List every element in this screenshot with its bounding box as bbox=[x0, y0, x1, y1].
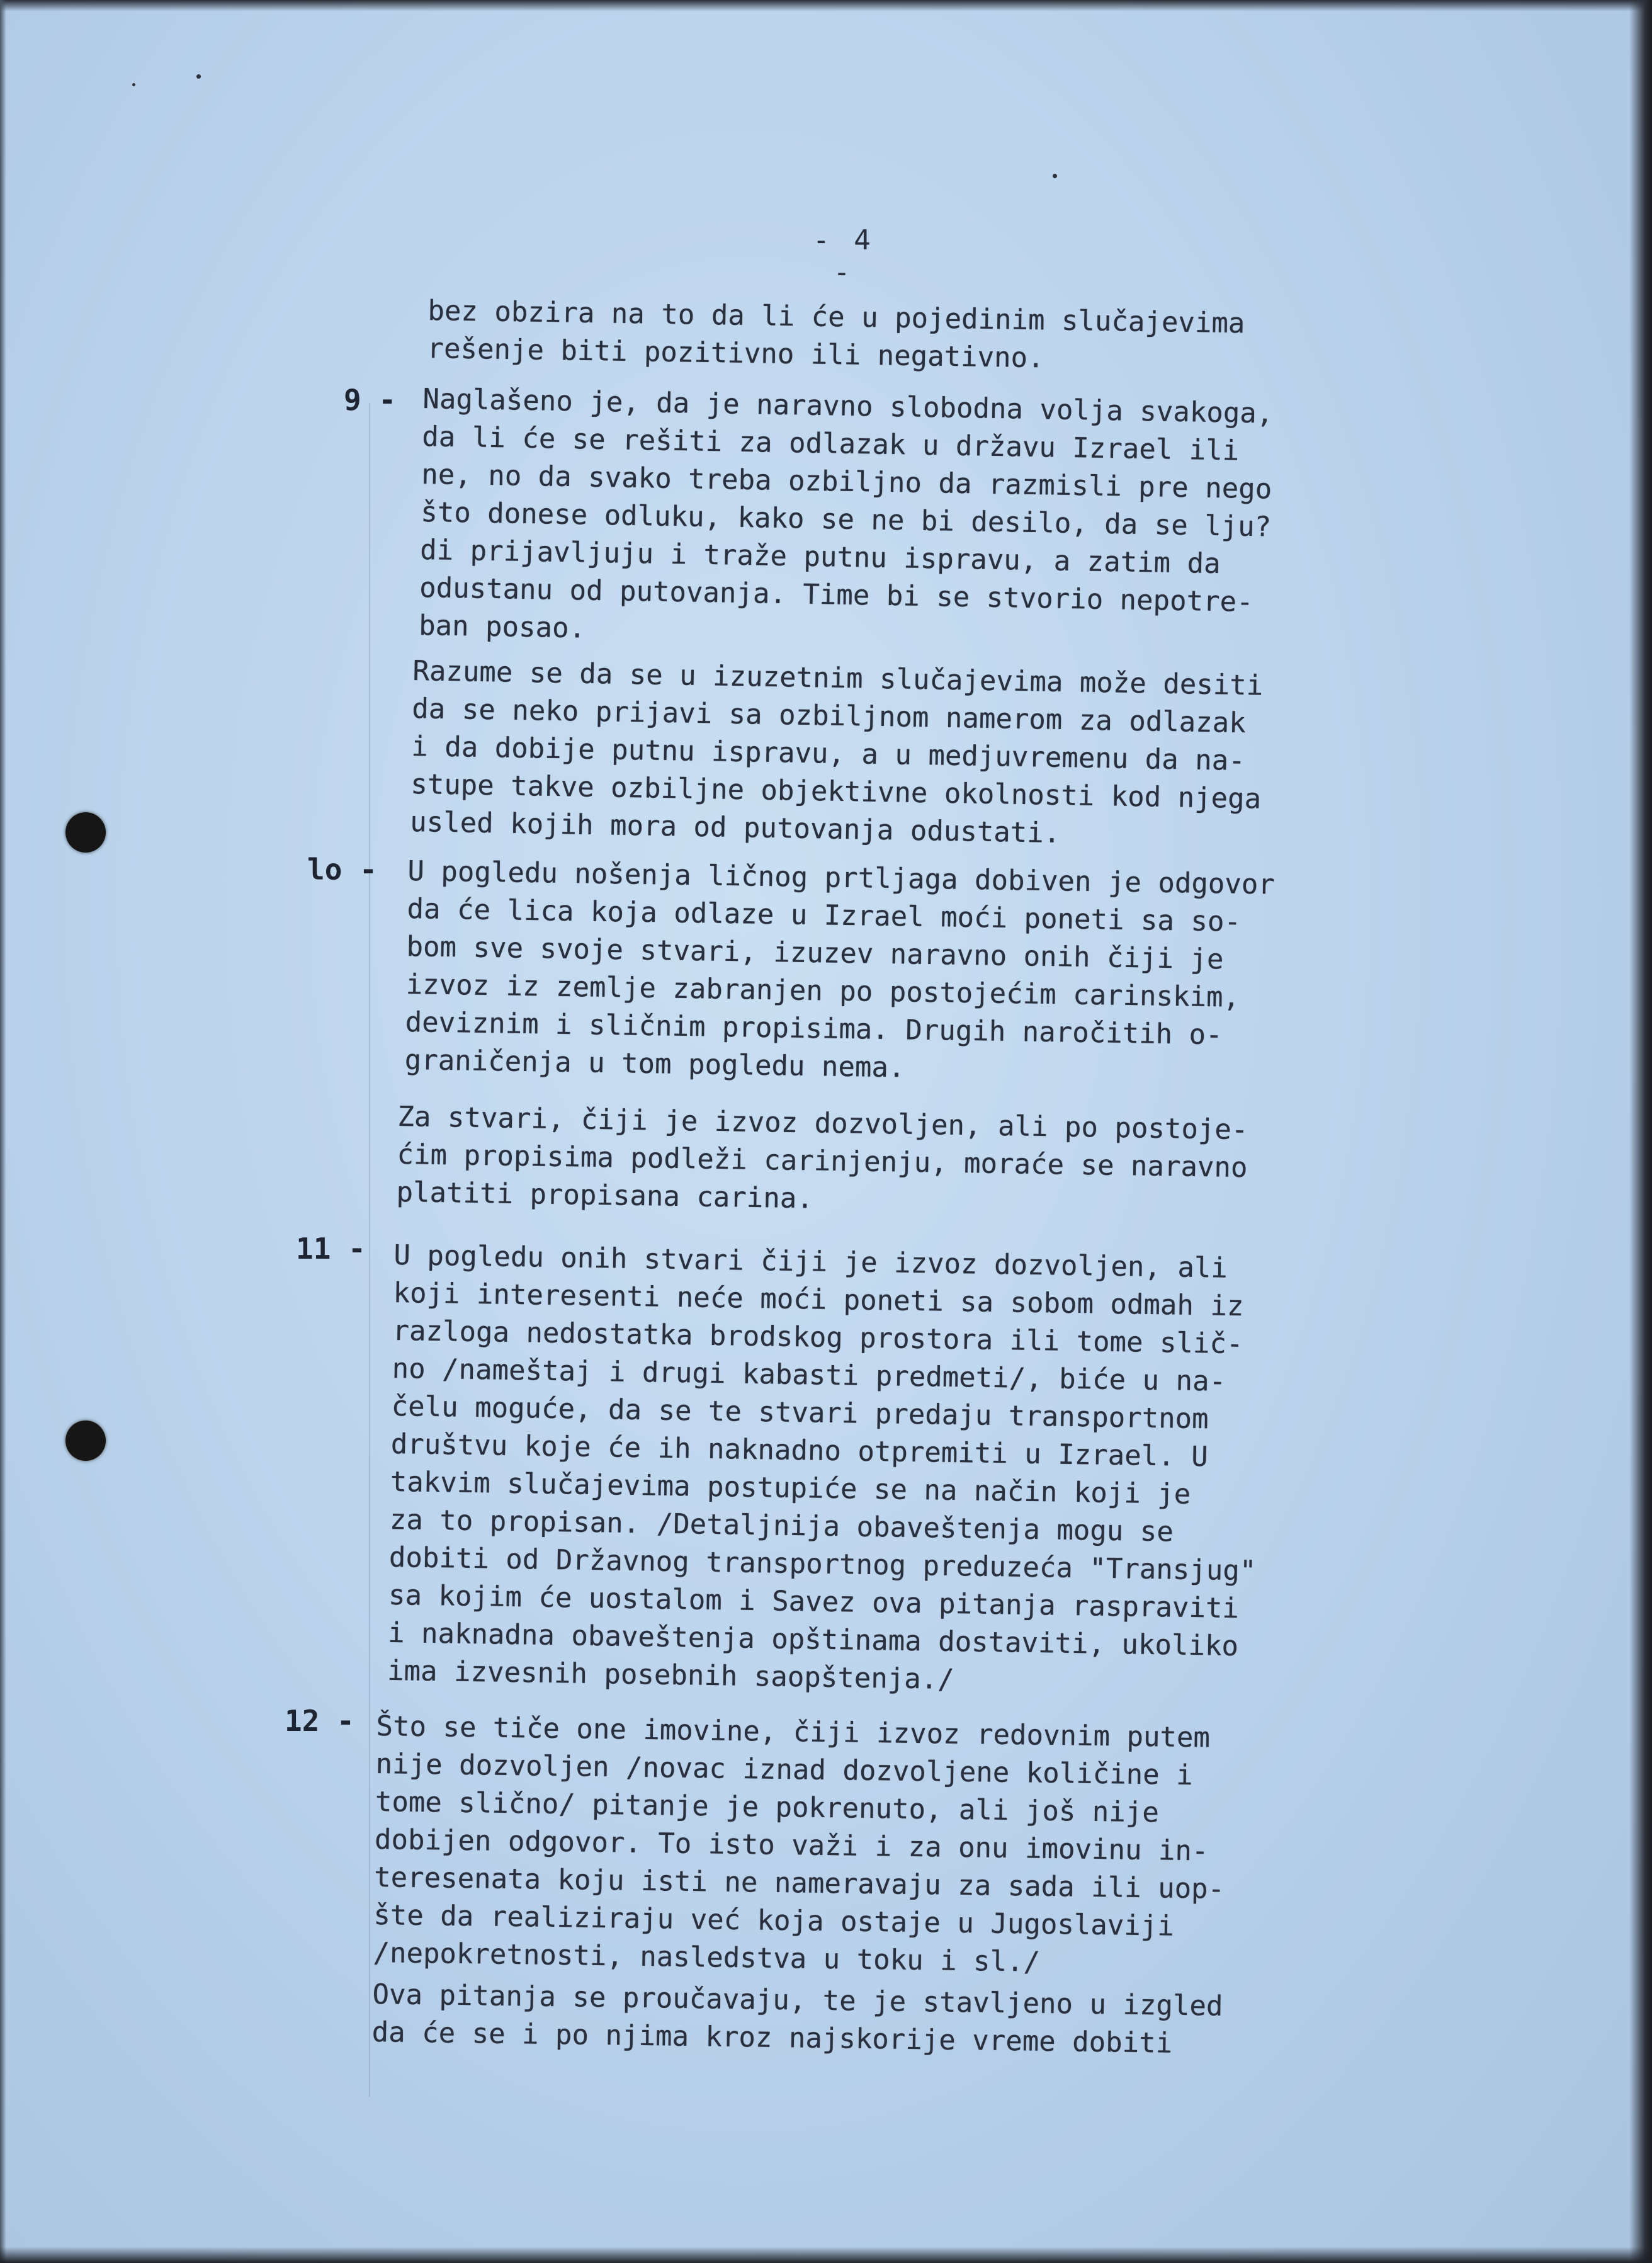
punch-hole bbox=[65, 1421, 106, 1461]
text-line: Naglašeno je, da je naravno slobodna volja svakoga, bbox=[422, 382, 1274, 430]
text-line: da se neko prijavi sa ozbiljnom namerom za odlazak bbox=[411, 692, 1247, 740]
paragraph bbox=[373, 1708, 1227, 1984]
text-line: /nepokretnosti, nasledstva u toku i sl./ bbox=[373, 1936, 1041, 1978]
text-line: ban posao. bbox=[418, 609, 586, 645]
text-line: di prijavljuju i traže putnu ispravu, a zatim da bbox=[419, 533, 1221, 581]
text-line: društvu koje će ih naknadno otpremiti u Izrael. U bbox=[390, 1427, 1209, 1473]
faint-margin-rule bbox=[369, 403, 370, 2097]
text-line: izvoz iz zemlje zabranjen po postojećim carinskim, bbox=[405, 968, 1240, 1014]
text-line: odustanu od putovanja. Time bi se stvorio nepotre- bbox=[419, 571, 1254, 619]
scan-edge-top bbox=[0, 0, 1652, 11]
section-10 bbox=[404, 853, 1275, 1093]
text-line: Za stvari, čiji je izvoz dozvoljen, ali po postoje- bbox=[397, 1100, 1248, 1147]
paragraph bbox=[371, 1976, 1223, 2063]
text-line: graničenja u tom pogledu nema. bbox=[404, 1043, 905, 1084]
text-line: šte da realiziraju već koja ostaje u Jugoslaviji bbox=[373, 1898, 1175, 1943]
text-line: Ova pitanja se proučavaju, te je stavljeno u izgled bbox=[372, 1978, 1223, 2022]
text-line: usled kojih mora od putovanja odustati. bbox=[409, 805, 1061, 849]
text-line: tome slično/ pitanje je pokrenuto, ali još nije bbox=[375, 1785, 1160, 1829]
ink-speck bbox=[132, 83, 135, 86]
punch-hole bbox=[65, 812, 106, 853]
text-line: no /nameštaj i drugi kabasti predmeti/, biće u na- bbox=[392, 1352, 1226, 1398]
text-line: stupe takve ozbiljne objektivne okolnosti kod njega bbox=[410, 768, 1262, 815]
paragraph bbox=[419, 380, 1274, 660]
paragraph bbox=[387, 1237, 1262, 1704]
item-number-9: 9 - bbox=[344, 383, 397, 417]
text-line: nije dozvoljen /novac iznad dozvoljene količine i bbox=[375, 1747, 1194, 1792]
text-line: Razume se da se u izuzetnim slučajevima može desiti bbox=[412, 654, 1264, 702]
text-line: teresenata koju isti ne nameravaju za sada ili uop- bbox=[373, 1861, 1225, 1905]
scan-edge-bottom bbox=[0, 2247, 1652, 2263]
text-line: što donese odluku, kako se ne bi desilo, da se lju? bbox=[420, 496, 1272, 543]
section-12-paragraph-2 bbox=[371, 1976, 1223, 2063]
text-line: razloga nedostatka brodskog prostora ili tome slič- bbox=[392, 1314, 1243, 1361]
text-line: takvim slučajevima postupiće se na način koji je bbox=[390, 1465, 1191, 1511]
item-number-12: 12 - bbox=[285, 1704, 354, 1738]
section-continuation bbox=[427, 292, 1245, 380]
text-line: ćim propisima podleži carinjenju, moraće se naravno bbox=[397, 1138, 1248, 1184]
ink-speck bbox=[1053, 174, 1057, 178]
section-10-paragraph-2 bbox=[396, 1098, 1248, 1225]
text-line: platiti propisana carina. bbox=[396, 1176, 814, 1215]
text-line: bom sve svoje stvari, izuzev naravno onih čiji je bbox=[406, 930, 1224, 976]
scan-edge-right bbox=[1629, 0, 1652, 2263]
text-line: U pogledu onih stvari čiji je izvoz dozvoljen, ali bbox=[393, 1239, 1228, 1285]
paragraph bbox=[427, 292, 1245, 380]
text-line: ima izvesnih posebnih saopštenja./ bbox=[387, 1654, 955, 1696]
text-line: da li će se rešiti za odlazak u državu Izrael ili bbox=[421, 420, 1240, 467]
text-line: bez obzira na to da li će u pojedinim slučajevima bbox=[427, 294, 1245, 340]
ink-speck bbox=[196, 74, 201, 79]
section-9 bbox=[419, 380, 1274, 660]
paragraph bbox=[396, 1098, 1248, 1225]
text-line: koji interesenti neće moći poneti sa sobom odmah iz bbox=[393, 1276, 1244, 1323]
text-line: Što se tiče one imovine, čiji izvoz redovnim putem bbox=[376, 1710, 1211, 1754]
text-line: sa kojim će uostalom i Savez ova pitanja raspraviti bbox=[388, 1579, 1240, 1625]
text-line: ne, no da svako treba ozbiljno da razmisli pre nego bbox=[421, 458, 1272, 506]
text-line: dobiti od Državnog transportnog preduzeća "Transjug" bbox=[388, 1541, 1257, 1587]
item-number-11: 11 - bbox=[296, 1232, 366, 1266]
item-number-10: lo - bbox=[307, 853, 377, 887]
text-line: da će lica koja odlaze u Izrael moći poneti sa so- bbox=[407, 892, 1242, 938]
text-line: rešenje biti pozitivno ili negativno. bbox=[427, 332, 1045, 375]
text-line: i naknadna obaveštenja opštinama dostaviti, ukoliko bbox=[387, 1616, 1239, 1663]
scan-edge-left bbox=[0, 0, 6, 2263]
section-12 bbox=[373, 1708, 1227, 1984]
paragraph bbox=[410, 652, 1264, 856]
text-line: za to propisan. /Detaljnija obaveštenja mogu se bbox=[389, 1503, 1174, 1548]
section-11 bbox=[387, 1237, 1262, 1704]
text-line: da će se i po njima kroz najskorije vreme dobiti bbox=[371, 2016, 1173, 2060]
text-line: dobijen odgovor. To isto važi i za onu imovinu in- bbox=[374, 1823, 1209, 1868]
page-number: - 4 - bbox=[813, 224, 874, 288]
text-line: i da dobije putnu ispravu, a u medjuvremenu da na- bbox=[410, 730, 1246, 778]
section-9-paragraph-2 bbox=[410, 652, 1264, 856]
text-line: U pogledu nošenja ličnog prtljaga dobiven je odgovor bbox=[407, 854, 1276, 901]
paragraph bbox=[404, 853, 1275, 1093]
text-line: čelu moguće, da se te stvari predaju transportnom bbox=[391, 1390, 1209, 1436]
text-line: deviznim i sličnim propisima. Drugih naročitih o- bbox=[405, 1006, 1223, 1052]
